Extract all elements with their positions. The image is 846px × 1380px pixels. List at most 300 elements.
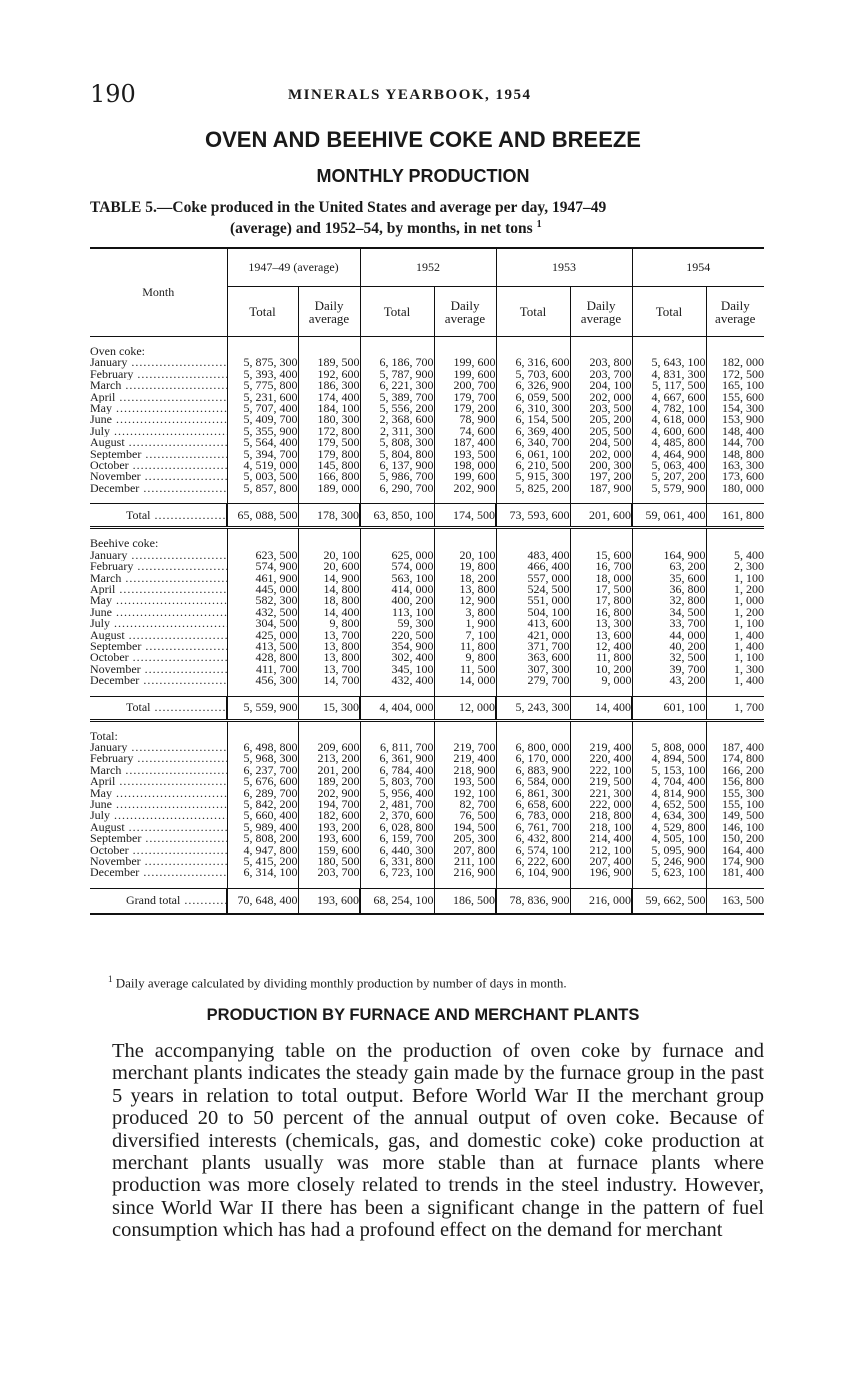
spacer-row <box>90 494 764 504</box>
total-cell: 413, 600 <box>496 618 570 629</box>
total-cell: 4, 464, 900 <box>632 449 706 460</box>
total-value-cell: 59, 061, 400 <box>632 504 706 528</box>
total-cell: 6, 289, 700 <box>227 788 298 799</box>
total-cell: 6, 028, 800 <box>360 822 434 833</box>
total-cell: 363, 600 <box>496 652 570 663</box>
total-cell: 164, 900 <box>632 550 706 561</box>
total-cell: 574, 000 <box>360 561 434 572</box>
daily-average-cell: 204, 100 <box>570 380 632 391</box>
total-daily-cell: 163, 500 <box>706 888 764 914</box>
total-cell: 6, 210, 500 <box>496 460 570 471</box>
total-cell: 6, 104, 900 <box>496 867 570 878</box>
daily-average-cell: 17, 500 <box>570 584 632 595</box>
daily-average-cell: 189, 500 <box>298 357 360 368</box>
month-label: September ..... <box>90 641 227 652</box>
running-title: MINERALS YEARBOOK, 1954 <box>288 87 532 103</box>
total-cell: 6, 222, 600 <box>496 856 570 867</box>
daily-average-cell: 212, 100 <box>570 845 632 856</box>
total-cell: 425, 000 <box>227 630 298 641</box>
month-cell <box>90 833 227 844</box>
total-cell: 5, 393, 400 <box>227 369 298 380</box>
total-daily-cell: 186, 500 <box>434 888 496 914</box>
month-cell <box>90 788 227 799</box>
spacer-cell <box>570 337 632 347</box>
spacer-cell <box>298 879 360 889</box>
spacer-cell <box>90 687 227 697</box>
total-label: Total ..... <box>126 508 227 522</box>
total-value-cell: 65, 088, 500 <box>227 504 298 528</box>
total-cell: 6, 861, 300 <box>496 788 570 799</box>
sub-heading: MONTHLY PRODUCTION <box>316 166 530 186</box>
spacer-cell <box>434 337 496 347</box>
daily-col-header: Daily average <box>706 287 764 337</box>
total-cell: 40, 200 <box>632 641 706 652</box>
spacer-cell <box>632 337 706 347</box>
month-label: January ..... <box>90 742 227 753</box>
spacer-cell <box>496 879 570 889</box>
spacer-row <box>90 687 764 697</box>
spacer-cell <box>496 687 570 697</box>
daily-average-cell: 219, 700 <box>434 742 496 753</box>
month-cell <box>90 357 227 368</box>
total-cell: 63, 200 <box>632 561 706 572</box>
total-cell: 5, 676, 600 <box>227 776 298 787</box>
daily-average-cell: 9, 000 <box>570 675 632 686</box>
daily-average-cell: 3, 800 <box>434 607 496 618</box>
total-cell: 456, 300 <box>227 675 298 686</box>
daily-average-cell: 203, 800 <box>570 357 632 368</box>
daily-average-cell: 213, 200 <box>298 753 360 764</box>
daily-average-cell: 155, 100 <box>706 799 764 810</box>
spacer-cell <box>632 687 706 697</box>
month-label: September ..... <box>90 449 227 460</box>
daily-average-cell: 174, 900 <box>706 856 764 867</box>
month-label: March ..... <box>90 573 227 584</box>
total-daily-cell: 15, 300 <box>298 696 360 720</box>
total-cell: 4, 831, 300 <box>632 369 706 380</box>
total-cell: 4, 652, 500 <box>632 799 706 810</box>
spacer-cell <box>434 879 496 889</box>
total-cell: 5, 394, 700 <box>227 449 298 460</box>
total-cell: 411, 700 <box>227 664 298 675</box>
total-row <box>90 504 764 528</box>
month-cell <box>90 449 227 460</box>
spacer-cell <box>570 528 632 539</box>
spacer-cell <box>434 528 496 539</box>
daily-average-cell: 179, 500 <box>298 437 360 448</box>
daily-average-cell: 1, 200 <box>706 584 764 595</box>
total-cell: 4, 894, 500 <box>632 753 706 764</box>
spacer-cell <box>227 879 298 889</box>
daily-average-cell: 5, 400 <box>706 550 764 561</box>
period-header-1947-49: 1947–49 (average) <box>227 248 360 287</box>
daily-average-cell: 153, 900 <box>706 414 764 425</box>
spacer-cell <box>227 494 298 504</box>
total-cell: 345, 100 <box>360 664 434 675</box>
total-cell: 413, 500 <box>227 641 298 652</box>
daily-average-cell: 187, 400 <box>434 437 496 448</box>
spacer-cell <box>90 528 227 539</box>
daily-average-cell: 218, 100 <box>570 822 632 833</box>
daily-average-cell: 12, 900 <box>434 595 496 606</box>
daily-average-cell: 165, 100 <box>706 380 764 391</box>
total-cell: 6, 440, 300 <box>360 845 434 856</box>
spacer-cell <box>298 528 360 539</box>
total-value-cell: 59, 662, 500 <box>632 888 706 914</box>
daily-average-cell: 218, 900 <box>434 765 496 776</box>
month-cell <box>90 607 227 618</box>
daily-average-cell: 214, 400 <box>570 833 632 844</box>
total-cell: 6, 432, 800 <box>496 833 570 844</box>
daily-average-cell: 189, 200 <box>298 776 360 787</box>
spacer-cell <box>632 879 706 889</box>
total-cell: 113, 100 <box>360 607 434 618</box>
month-cell <box>90 799 227 810</box>
total-label: Total ..... <box>126 700 227 714</box>
table-body <box>90 337 764 914</box>
total-cell: 307, 300 <box>496 664 570 675</box>
total-cell: 6, 237, 700 <box>227 765 298 776</box>
table-row <box>90 867 764 878</box>
total-value-cell: 78, 836, 900 <box>496 888 570 914</box>
daily-average-cell: 200, 300 <box>570 460 632 471</box>
daily-average-cell: 12, 400 <box>570 641 632 652</box>
total-cell: 5, 808, 000 <box>632 742 706 753</box>
total-cell: 428, 800 <box>227 652 298 663</box>
daily-average-cell: 14, 000 <box>434 675 496 686</box>
daily-average-cell: 13, 800 <box>434 584 496 595</box>
spacer-cell <box>570 720 632 731</box>
total-value-cell: 601, 100 <box>632 696 706 720</box>
month-label: June ..... <box>90 414 227 425</box>
total-cell: 5, 842, 200 <box>227 799 298 810</box>
spacer-cell <box>227 528 298 539</box>
daily-col-header: Daily average <box>570 287 632 337</box>
total-cell: 466, 400 <box>496 561 570 572</box>
month-label: January ..... <box>90 357 227 368</box>
total-cell: 6, 761, 700 <box>496 822 570 833</box>
daily-average-cell: 76, 500 <box>434 810 496 821</box>
total-cell: 2, 481, 700 <box>360 799 434 810</box>
daily-average-cell: 164, 400 <box>706 845 764 856</box>
daily-average-cell: 149, 500 <box>706 810 764 821</box>
total-cell: 6, 883, 900 <box>496 765 570 776</box>
total-cell: 5, 231, 600 <box>227 392 298 403</box>
month-label: July ..... <box>90 618 227 629</box>
daily-average-cell: 179, 800 <box>298 449 360 460</box>
daily-average-cell: 192, 600 <box>298 369 360 380</box>
spacer-cell <box>632 720 706 731</box>
total-cell: 32, 800 <box>632 595 706 606</box>
daily-average-cell: 19, 800 <box>434 561 496 572</box>
total-value-cell: 63, 850, 100 <box>360 504 434 528</box>
month-cell <box>90 369 227 380</box>
total-cell: 6, 723, 100 <box>360 867 434 878</box>
month-label: June ..... <box>90 799 227 810</box>
daily-average-cell: 14, 700 <box>298 675 360 686</box>
month-cell <box>90 414 227 425</box>
total-col-header: Total <box>496 287 570 337</box>
daily-average-cell: 148, 800 <box>706 449 764 460</box>
daily-average-cell: 184, 100 <box>298 403 360 414</box>
daily-average-cell: 145, 800 <box>298 460 360 471</box>
daily-average-cell: 82, 700 <box>434 799 496 810</box>
month-cell <box>90 753 227 764</box>
total-cell: 6, 186, 700 <box>360 357 434 368</box>
daily-average-cell: 180, 000 <box>706 483 764 494</box>
daily-average-cell: 1, 400 <box>706 630 764 641</box>
total-cell: 582, 300 <box>227 595 298 606</box>
total-daily-cell: 216, 000 <box>570 888 632 914</box>
daily-average-cell: 204, 500 <box>570 437 632 448</box>
total-cell: 302, 400 <box>360 652 434 663</box>
daily-average-cell: 216, 900 <box>434 867 496 878</box>
spacer-cell <box>706 687 764 697</box>
spacer-cell <box>227 720 298 731</box>
daily-average-cell: 203, 700 <box>298 867 360 878</box>
daily-col-header: Daily average <box>298 287 360 337</box>
total-cell: 524, 500 <box>496 584 570 595</box>
total-cell: 5, 787, 900 <box>360 369 434 380</box>
daily-average-cell: 14, 400 <box>298 607 360 618</box>
daily-average-cell: 14, 800 <box>298 584 360 595</box>
daily-average-cell: 198, 000 <box>434 460 496 471</box>
total-cell: 445, 000 <box>227 584 298 595</box>
daily-average-cell: 18, 200 <box>434 573 496 584</box>
spacer-cell <box>298 337 360 347</box>
month-cell <box>90 584 227 595</box>
month-label: February ..... <box>90 753 227 764</box>
month-cell <box>90 867 227 878</box>
total-daily-cell: 14, 400 <box>570 696 632 720</box>
total-cell: 574, 900 <box>227 561 298 572</box>
spacer-cell <box>706 720 764 731</box>
total-cell: 39, 700 <box>632 664 706 675</box>
daily-average-cell: 163, 300 <box>706 460 764 471</box>
total-cell: 6, 574, 100 <box>496 845 570 856</box>
month-cell <box>90 550 227 561</box>
month-label: February ..... <box>90 369 227 380</box>
month-cell <box>90 380 227 391</box>
total-cell: 44, 000 <box>632 630 706 641</box>
daily-average-cell: 18, 800 <box>298 595 360 606</box>
daily-average-cell: 13, 300 <box>570 618 632 629</box>
spacer-cell <box>706 528 764 539</box>
total-cell: 6, 811, 700 <box>360 742 434 753</box>
daily-average-cell: 205, 500 <box>570 426 632 437</box>
daily-average-cell: 1, 100 <box>706 652 764 663</box>
month-cell <box>90 426 227 437</box>
total-cell: 6, 290, 700 <box>360 483 434 494</box>
spacer-cell <box>298 687 360 697</box>
daily-average-cell: 202, 900 <box>434 483 496 494</box>
daily-average-cell: 219, 500 <box>570 776 632 787</box>
total-cell: 6, 170, 000 <box>496 753 570 764</box>
daily-average-cell: 74, 600 <box>434 426 496 437</box>
daily-average-cell: 203, 700 <box>570 369 632 380</box>
total-value-cell: 5, 559, 900 <box>227 696 298 720</box>
total-cell: 6, 154, 500 <box>496 414 570 425</box>
group-label: Beehive coke: <box>90 538 159 550</box>
month-cell <box>90 810 227 821</box>
spacer-cell <box>360 879 434 889</box>
daily-average-cell: 180, 500 <box>298 856 360 867</box>
spacer-cell <box>434 687 496 697</box>
month-cell <box>90 822 227 833</box>
daily-average-cell: 187, 400 <box>706 742 764 753</box>
month-label: July ..... <box>90 426 227 437</box>
daily-average-cell: 20, 100 <box>298 550 360 561</box>
caption-footnote-mark: 1 <box>536 219 542 230</box>
spacer-cell <box>360 337 434 347</box>
grand-total-row <box>90 888 764 914</box>
month-label: August ..... <box>90 630 227 641</box>
total-cell-label <box>90 696 227 720</box>
total-cell: 4, 667, 600 <box>632 392 706 403</box>
daily-average-cell: 194, 700 <box>298 799 360 810</box>
total-cell: 5, 556, 200 <box>360 403 434 414</box>
spacer-cell <box>496 494 570 504</box>
total-cell: 5, 623, 100 <box>632 867 706 878</box>
total-cell: 400, 200 <box>360 595 434 606</box>
month-label: December ..... <box>90 675 227 686</box>
total-cell: 414, 000 <box>360 584 434 595</box>
spacer-cell <box>570 494 632 504</box>
month-label: December ..... <box>90 867 227 878</box>
total-cell: 5, 415, 200 <box>227 856 298 867</box>
daily-average-cell: 219, 400 <box>570 742 632 753</box>
daily-col-header: Daily average <box>434 287 496 337</box>
total-cell: 6, 340, 700 <box>496 437 570 448</box>
daily-average-cell: 220, 400 <box>570 753 632 764</box>
spacer-cell <box>570 687 632 697</box>
total-cell: 557, 000 <box>496 573 570 584</box>
total-col-header: Total <box>227 287 298 337</box>
total-daily-cell: 161, 800 <box>706 504 764 528</box>
total-cell: 5, 063, 400 <box>632 460 706 471</box>
total-cell: 421, 000 <box>496 630 570 641</box>
total-col-header: Total <box>632 287 706 337</box>
total-cell: 2, 370, 600 <box>360 810 434 821</box>
month-label: May ..... <box>90 788 227 799</box>
daily-average-cell: 193, 500 <box>434 776 496 787</box>
month-label: November ..... <box>90 471 227 482</box>
spacer-cell <box>360 720 434 731</box>
total-cell: 33, 700 <box>632 618 706 629</box>
total-cell: 6, 584, 000 <box>496 776 570 787</box>
daily-average-cell: 187, 900 <box>570 483 632 494</box>
daily-average-cell: 193, 200 <box>298 822 360 833</box>
total-cell: 563, 100 <box>360 573 434 584</box>
total-cell: 4, 782, 100 <box>632 403 706 414</box>
daily-average-cell: 199, 600 <box>434 357 496 368</box>
total-daily-cell: 178, 300 <box>298 504 360 528</box>
spacer-cell <box>298 720 360 731</box>
daily-average-cell: 13, 800 <box>298 652 360 663</box>
total-cell: 461, 900 <box>227 573 298 584</box>
total-cell: 6, 361, 900 <box>360 753 434 764</box>
daily-average-cell: 218, 800 <box>570 810 632 821</box>
total-cell-label <box>90 504 227 528</box>
daily-average-cell: 189, 000 <box>298 483 360 494</box>
daily-average-cell: 15, 600 <box>570 550 632 561</box>
total-cell: 32, 500 <box>632 652 706 663</box>
total-cell: 5, 804, 800 <box>360 449 434 460</box>
total-cell: 43, 200 <box>632 675 706 686</box>
footnote-mark: 1 <box>108 974 113 984</box>
total-cell: 34, 500 <box>632 607 706 618</box>
spacer-cell <box>227 687 298 697</box>
daily-average-cell: 174, 400 <box>298 392 360 403</box>
total-cell: 4, 485, 800 <box>632 437 706 448</box>
main-heading: OVEN AND BEEHIVE COKE AND BREEZE <box>205 127 641 152</box>
daily-average-cell: 1, 400 <box>706 675 764 686</box>
month-label: March ..... <box>90 380 227 391</box>
daily-average-cell: 150, 200 <box>706 833 764 844</box>
table-footnote <box>108 974 567 991</box>
daily-average-cell: 1, 100 <box>706 618 764 629</box>
daily-average-cell: 159, 600 <box>298 845 360 856</box>
month-label: April ..... <box>90 584 227 595</box>
month-column-header: Month <box>90 248 227 337</box>
total-cell: 6, 221, 300 <box>360 380 434 391</box>
total-cell: 4, 600, 600 <box>632 426 706 437</box>
total-cell: 5, 825, 200 <box>496 483 570 494</box>
total-value-cell: 70, 648, 400 <box>227 888 298 914</box>
month-label: November ..... <box>90 856 227 867</box>
total-value-cell: 5, 243, 300 <box>496 696 570 720</box>
total-cell: 6, 326, 900 <box>496 380 570 391</box>
daily-average-cell: 18, 000 <box>570 573 632 584</box>
daily-average-cell: 179, 200 <box>434 403 496 414</box>
daily-average-cell: 13, 800 <box>298 641 360 652</box>
total-col-header: Total <box>360 287 434 337</box>
month-cell <box>90 742 227 753</box>
daily-average-cell: 201, 200 <box>298 765 360 776</box>
total-cell: 35, 600 <box>632 573 706 584</box>
total-cell: 5, 703, 600 <box>496 369 570 380</box>
month-cell <box>90 641 227 652</box>
total-cell: 5, 564, 400 <box>227 437 298 448</box>
total-cell: 6, 369, 400 <box>496 426 570 437</box>
daily-average-cell: 11, 500 <box>434 664 496 675</box>
total-cell: 304, 500 <box>227 618 298 629</box>
daily-average-cell: 207, 400 <box>570 856 632 867</box>
daily-average-cell: 192, 100 <box>434 788 496 799</box>
spacer-cell <box>360 528 434 539</box>
month-cell <box>90 845 227 856</box>
daily-average-cell: 144, 700 <box>706 437 764 448</box>
daily-average-cell: 148, 400 <box>706 426 764 437</box>
total-cell: 5, 207, 200 <box>632 471 706 482</box>
total-cell: 6, 159, 700 <box>360 833 434 844</box>
spacer-row <box>90 337 764 347</box>
spacer-cell <box>706 337 764 347</box>
month-cell <box>90 765 227 776</box>
daily-average-cell: 11, 800 <box>570 652 632 663</box>
total-cell: 5, 095, 900 <box>632 845 706 856</box>
daily-average-cell: 205, 200 <box>570 414 632 425</box>
total-cell: 2, 311, 300 <box>360 426 434 437</box>
month-cell <box>90 573 227 584</box>
spacer-cell <box>496 720 570 731</box>
total-cell: 5, 117, 500 <box>632 380 706 391</box>
daily-average-cell: 20, 100 <box>434 550 496 561</box>
total-daily-cell: 174, 500 <box>434 504 496 528</box>
daily-average-cell: 9, 800 <box>298 618 360 629</box>
total-cell: 36, 800 <box>632 584 706 595</box>
daily-average-cell: 155, 600 <box>706 392 764 403</box>
